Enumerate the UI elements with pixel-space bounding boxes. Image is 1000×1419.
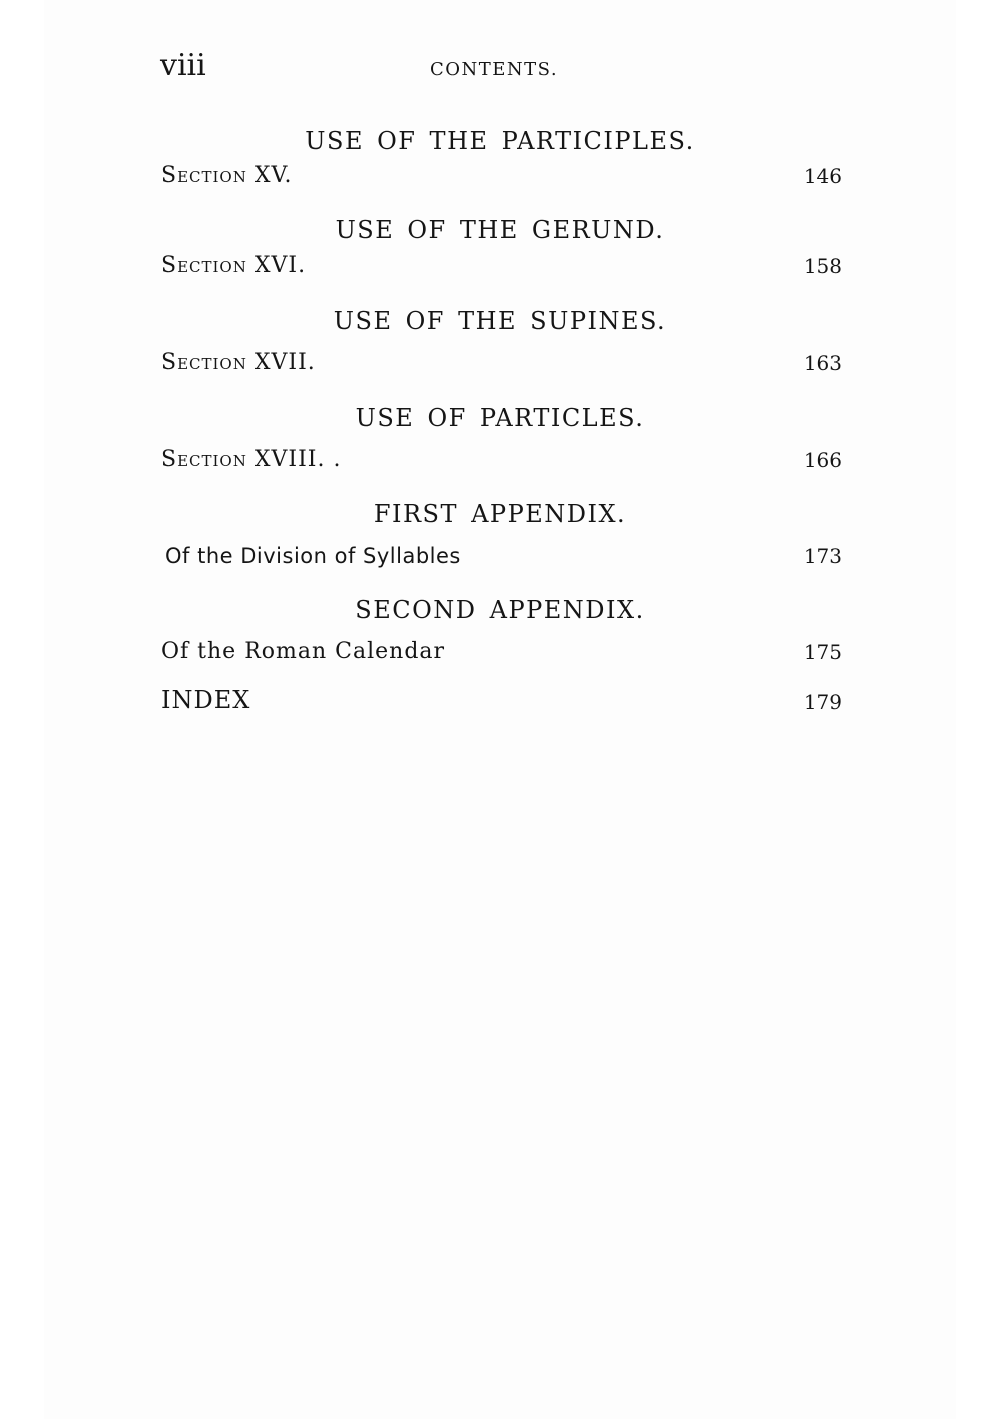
toc-entry-label: Section XV. [161,163,293,188]
toc-entry-label: Of the Division of Syllables [165,544,461,568]
section-heading: USE OF THE GERUND. [335,216,665,244]
toc-entry-label: Of the Roman Calendar [161,639,446,664]
section-heading: FIRST APPENDIX. [373,500,627,528]
toc-entry-page: 163 [803,351,842,375]
page-number: viii [160,48,206,83]
toc-entry-label: Section XVIII. . [161,447,342,472]
section-heading: USE OF THE PARTICIPLES. [305,127,695,155]
toc-entry-page: 173 [803,544,842,568]
toc-entry-page: 166 [803,448,842,472]
section-heading: USE OF PARTICLES. [355,404,645,432]
toc-entry-label: Section XVI. [161,253,307,278]
index-label: INDEX [161,686,251,714]
toc-entry-page: 146 [803,164,842,188]
toc-entry-page: 158 [803,254,842,278]
section-heading: USE OF THE SUPINES. [333,307,667,335]
running-title: CONTENTS. [430,59,559,80]
section-heading: SECOND APPENDIX. [355,596,645,624]
toc-entry-page: 175 [803,640,842,664]
toc-entry-label: Section XVII. [161,350,316,375]
index-page: 179 [803,690,842,714]
